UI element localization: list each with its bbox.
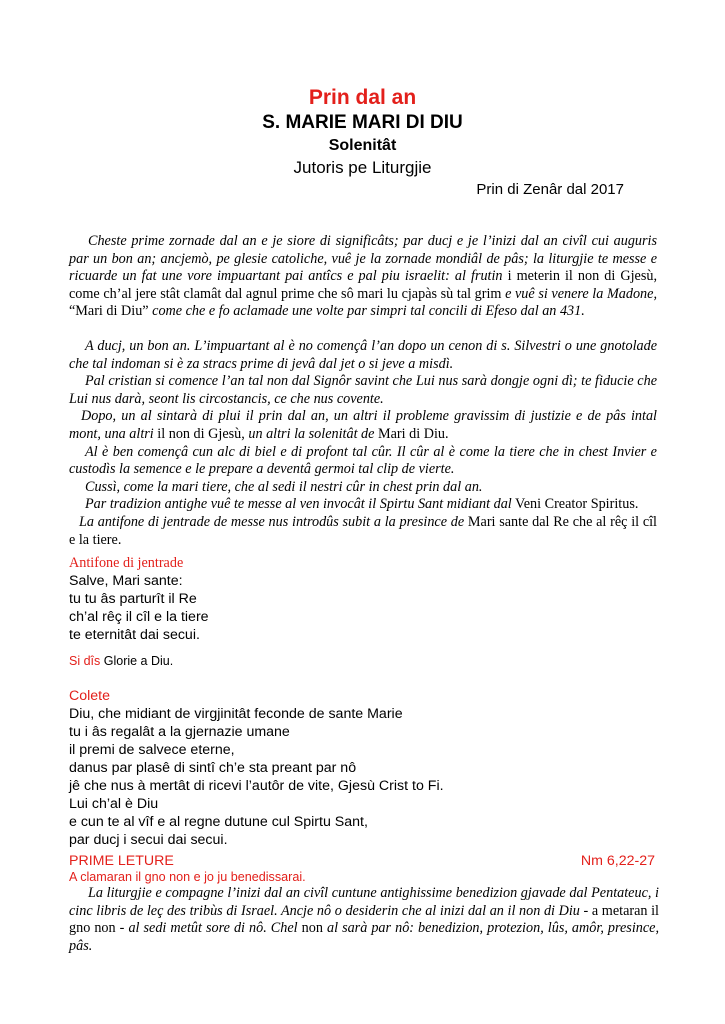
antiphon-line: Salve, Mari sante: xyxy=(69,573,183,589)
entrance-antiphon xyxy=(69,555,659,644)
antiphon-line: ch’al rêç il cîl e la tiere xyxy=(69,609,209,625)
collect-label: Colete xyxy=(69,688,111,704)
intro-p4-c: un altri la solenitât de xyxy=(248,425,375,442)
intro-p1-b: i meterin il non di Gjesù, come ch’al jere stât clamât dal agnul prime che sô mari lu cjapàs sù tal grim xyxy=(69,268,657,302)
first-reading-commentary xyxy=(69,885,659,955)
reading-text-d: non xyxy=(297,920,327,937)
feast-name: S. MARIE MARI DI DIU xyxy=(262,112,463,133)
first-reading-subtitle: A clamaran il gno non e jo ju benedissarai. xyxy=(69,870,306,884)
intro-p4-d: Mari di Diu. xyxy=(374,425,449,442)
collect-line: il premi de salvece eterne, xyxy=(69,742,235,758)
collect-line: jê che nus à mertât di ricevi l’autôr de vite, Gjesù Crist to Fi. xyxy=(69,778,444,794)
liturgy-title: Prin dal an xyxy=(308,86,417,109)
antiphon-line: tu tu âs parturît il Re xyxy=(69,591,197,607)
intro-p1-e: come che e fo aclamade une volte par simpri tal concili di Efeso dal an 431. xyxy=(152,303,585,320)
first-reading-label: PRIME LETURE xyxy=(69,853,174,869)
intro-paragraph-3: Pal cristian si comence l’an tal non dal Signôr savint che Lui nus sarà dongje ogni dì; te fiducie che Lui nus darà, seont lis circostancis, ce che nus covente. xyxy=(69,373,657,407)
intro-p8-a: La antifone di jentrade de messe nus introdûs subit a la presince de xyxy=(79,513,465,530)
rubric-red-text: Si dîs xyxy=(69,654,101,668)
entrance-antiphon-label: Antifone di jentrade xyxy=(69,555,184,571)
intro-p7-a: Par tradizion antighe vuê te messe al ven invocât il Spirtu Sant midiant dal xyxy=(85,496,512,513)
gloria-rubric xyxy=(69,654,659,668)
intro-paragraph-2: A ducj, un bon an. L’impuartant al è no començâ l’an dopo un cenon di s. Silvestri o une gnotolade che tal indoman si è za stracs prime di jevâ dal jet o si jeve a misdì. xyxy=(69,337,657,372)
first-reading xyxy=(69,853,659,955)
feast-rank: Solenitât xyxy=(328,137,397,154)
intro-p4-b: il non di Gjesù, xyxy=(153,425,249,442)
intro-p4-a: Dopo, un al sintarà di plui il prin dal an, un altri il probleme gravissim di justizie e de pâs intal mont, una altri xyxy=(69,408,657,442)
reading-text-e: al sarà par nô: benedizion, protezion, lûs, amôr, presince, pâs. xyxy=(69,920,659,954)
intro-p1-c: e vuê si venere la Madone, xyxy=(505,285,657,302)
intro-paragraph-4 xyxy=(69,408,657,443)
document-subtitle: Jutoris pe Liturgjie xyxy=(293,158,432,177)
intro-paragraph-8 xyxy=(69,514,657,549)
collect-line: danus par plasê di sintî ch’e sta preant par nô xyxy=(69,760,357,776)
intro-section xyxy=(69,233,657,549)
reading-text-b: - a metaran il gno non - xyxy=(69,902,659,937)
first-reading-header xyxy=(69,853,659,870)
intro-paragraph-7 xyxy=(69,496,657,514)
intro-p7-b: Veni Creator Spiritus. xyxy=(511,496,639,513)
document-date: Prin di Zenâr dal 2017 xyxy=(476,181,624,198)
collect-line: par ducj i secui dai secui. xyxy=(69,832,228,848)
intro-p8-b: Mari sante dal Re che al rêç il cîl e la tiere. xyxy=(69,513,657,548)
intro-p1-d: “Mari di Diu” xyxy=(69,303,153,320)
reading-text-c: al sedi metût sore di nô. Chel xyxy=(128,920,298,937)
collect-line: Lui ch’al è Diu xyxy=(69,796,159,812)
intro-p1-a: Cheste prime zornade dal an e je siore di significâts; par ducj e je l’inizi dal an civîl cui auguris par un bon an; ancjemò, pe glesie catoliche, vuê je la zornade mondiâl de pâs; la liturgjie te messe e ricuarde un fat une vore impuartant pai antîcs e pal piu israelit: al frutin xyxy=(69,233,657,285)
rubric-black-text: Glorie a Diu. xyxy=(100,654,174,668)
collect-line: Diu, che midiant de virgjinitât feconde de sante Marie xyxy=(69,706,403,722)
collect-line: e cun te al vîf e al regne dutune cul Spirtu Sant, xyxy=(69,814,368,830)
collect-prayer xyxy=(69,687,659,849)
antiphon-line: te eternitât dai secui. xyxy=(69,627,200,643)
intro-paragraph-5: Al è ben començâ cun alc di biel e di profont tal cûr. Il cûr al è come la tiere che in chest Invier e custodìs la semence e le prepare a deventâ germoi tal clip de vierte. xyxy=(69,443,657,478)
reading-text-a: La liturgjie e compagne l’inizi dal an civîl cuntune antighissime benedizion gjavade dal Pentateuc, i cinc libris de leç des tribùs di Israel. Ancje nô o desiderin che al inizi dal an il non di Diu xyxy=(69,885,659,919)
first-reading-reference: Nm 6,22-27 xyxy=(580,853,655,869)
intro-paragraph-1 xyxy=(69,233,657,321)
intro-paragraph-6: Cussì, come la mari tiere, che al sedi il nestri cûr in chest prin dal an. xyxy=(85,478,483,495)
collect-line: tu i âs regalât a la gjernazie umane xyxy=(69,724,290,740)
